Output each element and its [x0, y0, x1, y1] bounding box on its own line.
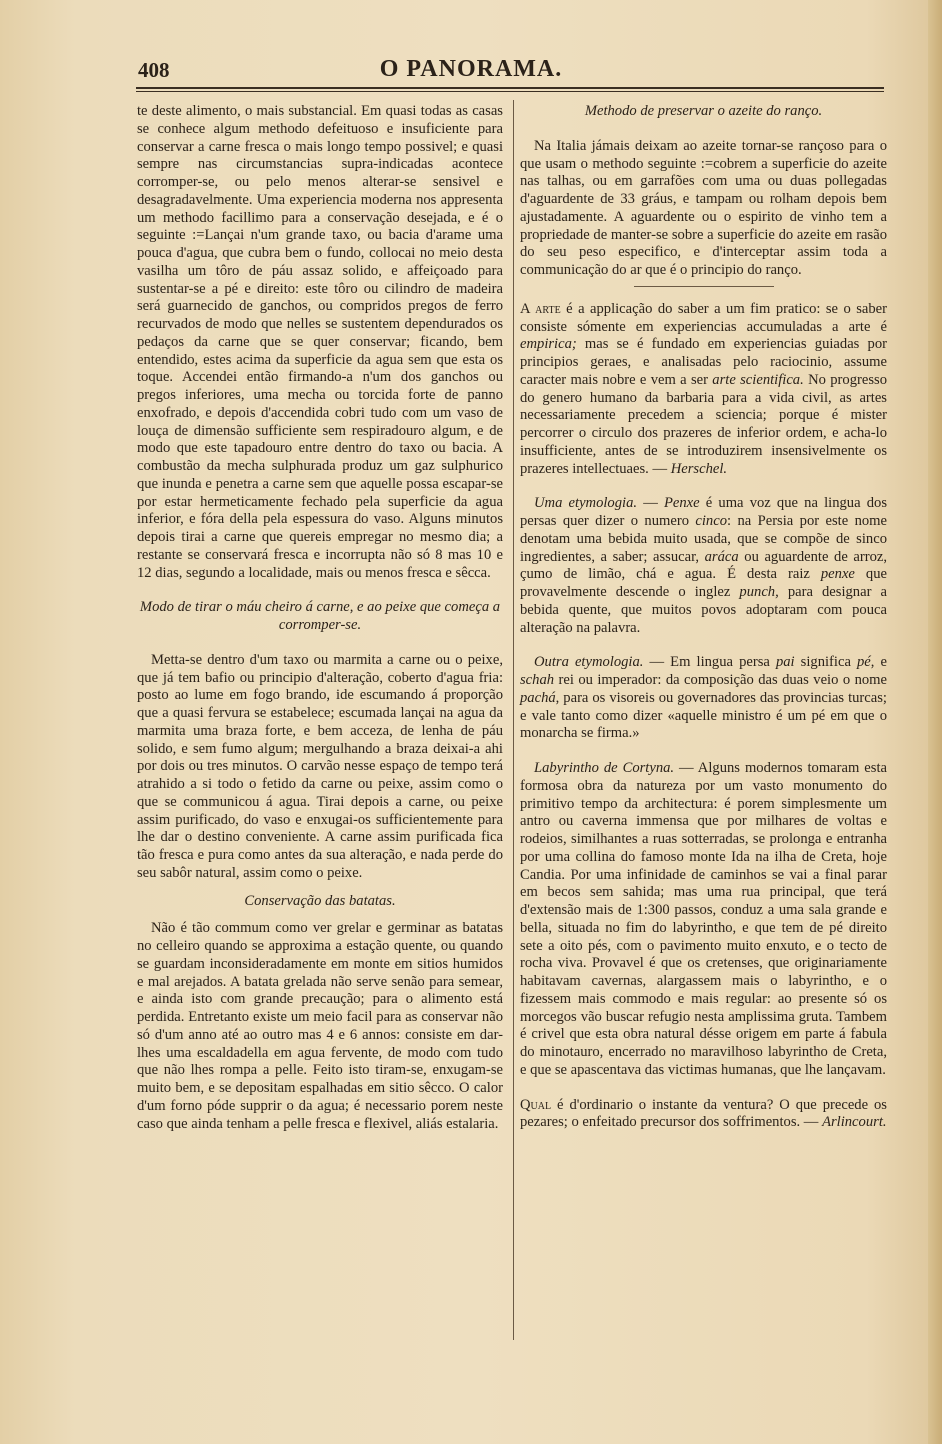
arte-author: Herschel.	[670, 460, 728, 477]
etymology-one-title: Uma etymologia.	[534, 495, 638, 512]
running-title: O PANORAMA.	[379, 56, 563, 82]
qual-lead: Qual	[520, 1096, 552, 1113]
olive-oil-heading: Methodo de preservar o azeite do ranço.	[584, 103, 823, 119]
smell-removal-heading: Modo de tirar o máu cheiro á carne, e ao peixe que começa a corromper-se.	[139, 599, 501, 633]
left-column	[137, 103, 503, 1133]
potato-heading: Conservação das batatas.	[244, 892, 396, 909]
potato-paragraph: Não é tão commum como ver grelar e germinar as batatas no celleiro quando se approxima a estação quente, ou quando se guardam inconsideradamente em monte em sitios humidos e mal arejados. A batata grelada não serve senão para semear, e ainda isto com grande precaução; para o alimento está perdida. Entretanto existe um meio facil para as conservar não só d'um anno até ao outro mas 4 e 6 annos: consiste em dar-lhes uma escaldadella em agua fervente, de modo com tudo que não lhes rompa a pelle. Feito isto tiram-se, enxugam-se muito bem, e se depositam espalhadas em sitio sêcco. O calor d'um forno póde supprir o da agua; é necessario porem neste caso que ainda tenham a pelle fresca e flexivel, aliás estalaria.	[137, 920, 503, 1132]
arte-paragraph: A arte é a applicação do saber a um fim pratico: se o saber consiste sómente em experiencias accumuladas a arte é empirica; mas se é fundado em experiencias guiadas por principios geraes, e analisadas pelo raciocinio, assume caracter mais nobre e vem a ser arte scientifica. No progresso do genero humano da barbaria para a vida civil, as artes necessariamente precedem a sciencia; porque é mister percorrer o circulo dos prazeres de inferior ordem, e acha-lo insufficiente, antes de se introduzirem insensivelmente os prazeres intellectuaes. — Herschel.	[520, 300, 888, 477]
page-number: 408	[138, 58, 170, 82]
column-divider	[513, 100, 514, 1340]
arte-lead: A arte	[520, 300, 561, 317]
labyrinth-title: Labyrintho de Cortyna.	[534, 760, 675, 776]
qual-paragraph: Qual é d'ordinario o instante da ventura? O que precede os pezares; o enfeitado precursor dos soffrimentos. — Arlincourt.	[520, 1096, 887, 1131]
etymology-two-title: Outra etymologia.	[534, 654, 644, 671]
smell-removal-paragraph: Metta-se dentro d'um taxo ou marmita a carne ou o peixe, que já tem bafio ou principio d'alteração, coberto d'agua fria: posto ao lume em fogo brando, ide escumando á proporção que a quasi fervura se estabelece; escumada lançai na agua da marmita uma braza forte, e bem acceza, de lenha de páu solido, e sem fumo algum; mergulhando a braza deixai-a ahi por dois ou tres minutos. O carvão nesse espaço de tempo terá atrahido a si todo o fetido da carne ou peixe, assim como o que se communicou á agua. Tirai depois a carne, ou peixe assim purificado, do vaso e enxugai-os sufficientemente para lhe dar o destino conveniente. A carne assim purificada fica tão fresca e pura como antes da sua alteração, e nada perde do seu sabôr natural, assim como o peixe.	[137, 651, 503, 881]
labyrinth-paragraph: Labyrintho de Cortyna. — Alguns modernos tomaram esta formosa obra da natureza por um vasto monumento do primitivo tempo da architectura: é porem simplesmente um antro ou caverna immensa que por milhares de voltas e rodeios, similhantes a ruas sotterradas, se prolonga e entranha por uma collina do famoso monte Ida na ilha de Creta, hoje Candia. Por uma infinidade de caminhos se vai a final parar em becos sem sahida; mas uma rua principal, que terá d'extensão mais de 1:300 passos, conduz a uma sala grande e bella, situada no fim do labyrintho, e que tem de pé direito sete a oito pés, com o pavimento muito enxuto, e o tecto de rocha viva. Provavel é que os cretenses, que originariamente habitavam cavernas, alargassem mais o labyrintho, e o fizessem mais commodo e mais regular: ao presente só os morcegos vão buscar refugio nesta amplissima gruta. Tambem é crivel que esta obra natural désse origem em parte á fabula do minotauro, encerrado no maravilhoso labyrintho de Creta, e que se apascentava das victimas humanas, que lhe lançavam.	[520, 760, 887, 1078]
section-rule	[634, 286, 774, 287]
header-rule	[136, 87, 884, 92]
meat-preservation-paragraph: te deste alimento, o mais substancial. Em quasi todas as casas se conhece algum methodo defeituoso e insuficiente para conservar a carne fresca o mais longo tempo possivel; e quasi sempre nas circumstancias supra-indicadas acontece corromper-se, ou pelo menos alterar-se sensivel e desagradavelmente. Uma experiencia moderna nos appresenta um methodo facillimo para a conservação desejada, e é o seguinte :=Lançai n'um grande taxo, ou bacia d'arame uma pouca d'agua, que cubra bem o fundo, collocai no meio desta vasilha um tôro de páu assaz solido, e affeiçoado para sustentar-se a pé e direito: este tôro ou cilindro de madeira será guarnecido de ganchos, ou compridos pregos de ferro recurvados de modo que nelles se sustentem dependurados os pedaços da carne que se quer conservar; ficando, bem entendido, estes acima da superficie da agua sem que esta os toque. Accendei então firmando-a n'um dos ganchos ou pregos inferiores, uma mecha ou torcida forte de panno enxofrado, e depois d'accendida cobri tudo com um vaso de louça de dimensão sufficiente sem respiradouro algum, e de modo que este tapadouro entre dentro do taxo ou bacia. A combustão da mecha sulphurada produz um gaz sulphurico que inunda e penetra a carne sem que aquelle possa escapar-se por estar hermeticamente fechado pela superficie da agua inferior, e fóra della pela espessura do vaso. Alguns minutos depois tirai a carne que quereis empregar no mesmo dia; a restante se conservará fresca e incorrupta não só 8 mas 10 e 12 dias, segundo a localidade, mais ou menos fresca e sêcca.	[137, 103, 503, 581]
etymology-one-paragraph: Uma etymologia. — Penxe é uma voz que na lingua dos persas quer dizer o numero cinco: na Persia por este nome denotam uma bebida muito usada, que se compõe de sinco ingredientes, a saber; assucar, aráca ou aguardente de arroz, çumo de limão, chá e agua. É desta raiz penxe que provavelmente descende o inglez punch, para designar a bebida quente, que muitos povos adoptaram com pouca alteração na palavra.	[520, 495, 887, 636]
page-edge	[928, 0, 942, 1444]
qual-author: Arlincourt.	[822, 1114, 887, 1131]
right-column	[520, 103, 887, 1132]
olive-oil-paragraph: Na Italia jámais deixam ao azeite tornar-se rançoso para o que usam o methodo seguinte :=cobrem a superficie do azeite nas talhas, ou em garrafões com uma ou duas pollegadas d'aguardente de 33 gráus, e tampam ou rolham depois bem ajustadamente. A aguardente ou o espirito de vinho tem a propriedade de manter-se sobre a superficie do azeite em rasão do seu peso especifico, e d'interceptar assim toda a communicação do ar que é o principio do ranço.	[520, 137, 887, 278]
etymology-two-paragraph: Outra etymologia. — Em lingua persa pai significa pé, e schah rei ou imperador: da composição das duas veio o nome pachá, para os visoreis ou governadores das provincias turcas; e vale tanto como dizer «aquelle ministro é um pé em que o monarcha se firma.»	[520, 654, 887, 742]
